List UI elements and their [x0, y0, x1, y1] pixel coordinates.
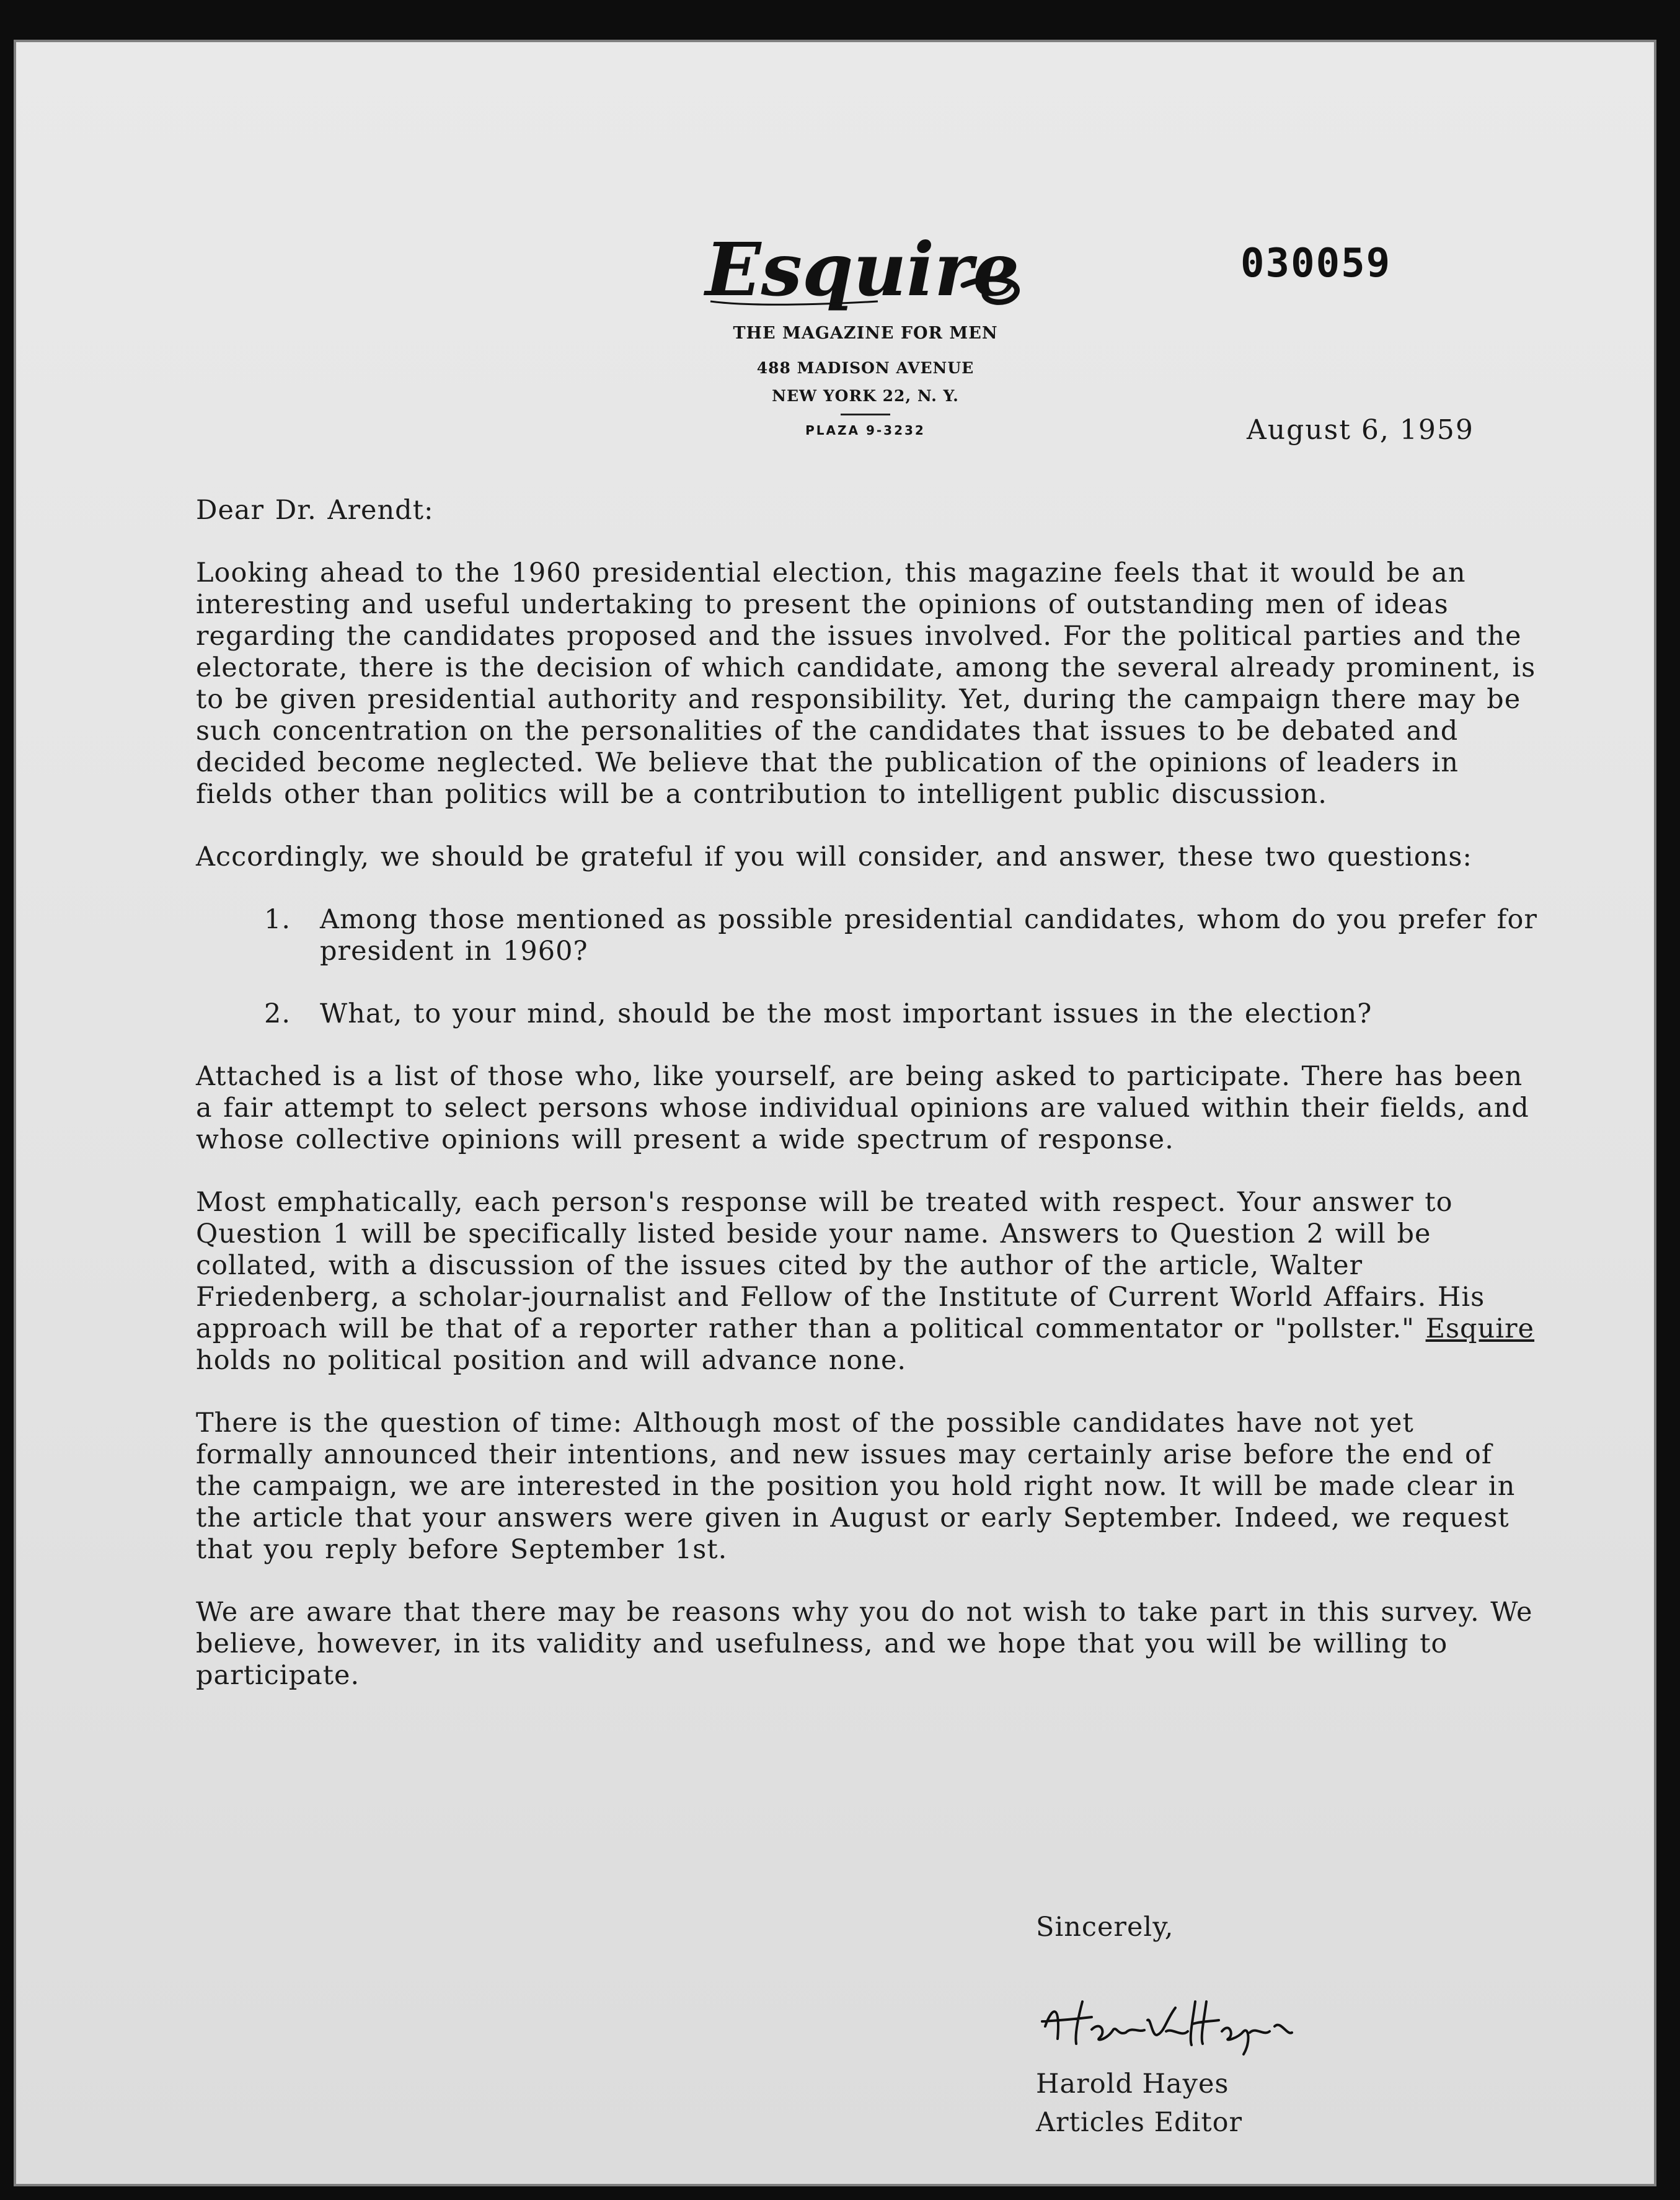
magazine-name-underlined: Esquire	[1425, 1313, 1535, 1344]
letter-date: August 6, 1959	[1247, 414, 1474, 446]
document-number: 030059	[1240, 241, 1392, 286]
letterhead-tagline: THE MAGAZINE FOR MEN	[733, 324, 998, 343]
letterhead	[679, 228, 1051, 438]
question-item	[196, 904, 1538, 967]
paragraph-closing-remarks: We are aware that there may be reasons why you do not wish to take part in this survey. We believe, however, in its validity and usefulness, and we hope that you will be willing to participate.	[196, 1597, 1533, 1691]
signer-title: Articles Editor	[1036, 2107, 1243, 2138]
letter-body	[196, 495, 1538, 1723]
question-number: 2.	[264, 998, 291, 1029]
letterhead-phone: PLAZA 9-3232	[805, 423, 926, 438]
paragraph-participants: Attached is a list of those who, like yourself, are being asked to participate. There has been a fair attempt to select persons whose individual opinions are valued within their fields, and whose collective opinions will present a wide spectrum of response.	[196, 1061, 1529, 1155]
letterhead-divider	[841, 414, 890, 415]
treatment-text-end: holds no political position and will advance none.	[196, 1345, 907, 1376]
question-text: Among those mentioned as possible presidential candidates, whom do you prefer for president in 1960?	[320, 904, 1537, 967]
logo-wordmark: Esquire	[705, 228, 1020, 313]
question-text: What, to your mind, should be the most important issues in the election?	[320, 998, 1373, 1029]
letter-sheet	[14, 40, 1656, 2186]
letterhead-address-street: 488 MADISON AVENUE	[756, 359, 975, 377]
signer-name: Harold Hayes	[1036, 2069, 1229, 2100]
treatment-text: Most emphatically, each person's response will be treated with respect. Your answer to Question 1 will be specifically listed beside your name. Answers to Question 2 will be collated, with a discussion of the issues cited by the author of the article, Walter Friedenberg, a scholar-journalist and Fellow of the Institute of Current World Affairs. His approach will be that of a reporter rather than a political commentator or "pollster."	[196, 1187, 1485, 1344]
letterhead-address-city: NEW YORK 22, N. Y.	[772, 387, 959, 405]
question-list	[196, 904, 1538, 1030]
question-item	[196, 998, 1538, 1030]
paragraph-request: Accordingly, we should be grateful if you will consider, and answer, these two questions:	[196, 841, 1472, 872]
paragraph-intro: Looking ahead to the 1960 presidential election, this magazine feels that it would be an interesting and useful undertaking to present the opinions of outstanding men of ideas regarding the candidates proposed and the issues involved. For the political parties and the electorate, there is the decision of which candidate, among the several already prominent, is to be given presidential authority and responsibility. Yet, during the campaign there may be such concentration on the personalities of the candidates that issues to be debated and decided become neglected. We believe that the publication of the opinions of leaders in fields other than politics will be a contribution to intelligent public discussion.	[196, 557, 1536, 810]
handwritten-signature	[1033, 1983, 1299, 2057]
salutation: Dear Dr. Arendt:	[196, 495, 434, 526]
paragraph-treatment	[196, 1187, 1538, 1377]
signature-block	[1036, 2065, 1242, 2142]
esquire-logo	[692, 228, 1039, 321]
complimentary-close: Sincerely,	[1036, 1912, 1174, 1943]
paragraph-timing: There is the question of time: Although most of the possible candidates have not yet formally announced their intentions, and new issues may certainly arise before the end of the campaign, we are interested in the position you hold right now. It will be made clear in the article that your answers were given in August or early September. Indeed, we request that you reply before September 1st.	[196, 1408, 1516, 1565]
question-number: 1.	[264, 904, 291, 935]
